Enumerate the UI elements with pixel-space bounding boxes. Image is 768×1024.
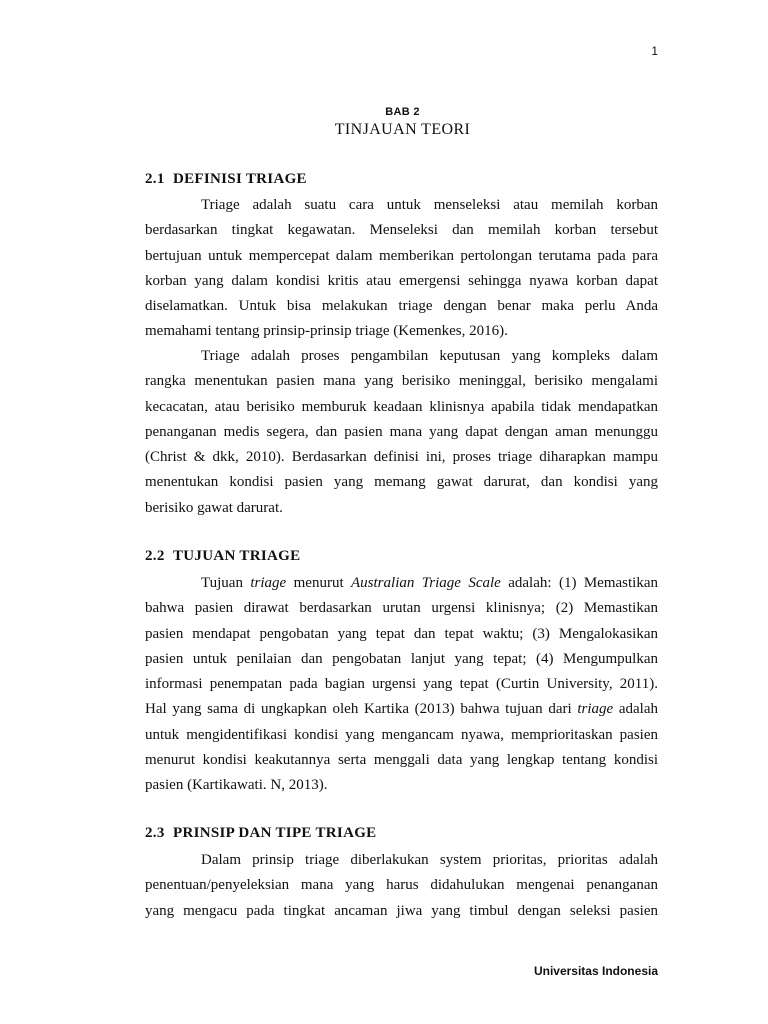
text-line-mixed <box>145 697 658 722</box>
text-line: berdasarkan tingkat kegawatan. Menseleksi dan memilah korban tersebut <box>145 222 658 239</box>
text-line: informasi penempatan pada bagian urgensi yang tepat (Curtin University, 2011). <box>145 676 658 693</box>
page-number: 1 <box>651 44 658 58</box>
italic-term: Australian Triage Scale <box>351 575 501 591</box>
paragraph-tujuan-1 <box>145 571 658 799</box>
text-run: adalah <box>613 701 659 718</box>
section-heading-tujuan <box>145 548 300 565</box>
text-run: Tujuan <box>201 575 251 591</box>
chapter-label: BAB 2 <box>385 106 420 118</box>
section-title: DEFINISI TRIAGE <box>173 171 307 187</box>
paragraph-definisi-1 <box>145 193 658 345</box>
text-line: untuk mengidentifikasi kondisi yang mengancam nyawa, memprioritaskan pasien <box>145 726 658 743</box>
text-line: Triage adalah proses pengambilan keputusan yang kompleks dalam <box>201 348 658 364</box>
text-line: penanganan medis segera, dan pasien mana yang dapat dengan aman menunggu <box>145 423 658 440</box>
text-line: Triage adalah suatu cara untuk menseleksi atau memilah korban <box>201 197 658 213</box>
text-line: yang mengacu pada tingkat ancaman jiwa yang timbul dengan seleksi pasien <box>145 902 658 919</box>
text-line: bahwa pasien dirawat berdasarkan urutan urgensi klinisnya; (2) Memastikan <box>145 600 658 617</box>
section-heading-definisi <box>145 171 307 188</box>
text-line-mixed <box>145 571 658 596</box>
footer-institution: Universitas Indonesia <box>533 964 658 978</box>
chapter-title: TINJAUAN TEORI <box>334 121 471 138</box>
text-line: menentukan kondisi pasien yang memang gawat darurat, dan kondisi yang <box>145 474 658 491</box>
italic-term: triage <box>250 575 287 591</box>
paragraph-definisi-2 <box>145 344 658 521</box>
section-heading-prinsip <box>145 825 376 842</box>
text-line: rangka menentukan pasien mana yang berisiko meninggal, berisiko mengalami <box>145 373 658 390</box>
text-line: pasien untuk penilaian dan pengobatan lanjut yang tepat; (4) Mengumpulkan <box>145 650 658 667</box>
text-run: menurut <box>286 575 352 591</box>
italic-term: triage <box>577 701 614 718</box>
text-line: berisiko gawat darurat. <box>145 499 283 516</box>
text-line: pasien (Kartikawati. N, 2013). <box>145 777 328 794</box>
text-line: pasien mendapat pengobatan yang tepat dan tepat waktu; (3) Mengalokasikan <box>145 625 658 642</box>
text-line: kecacatan, atau berisiko memburuk keadaan klinisnya apabila tidak mendapatkan <box>145 398 658 415</box>
text-line: menurut kondisi keakutannya serta menggali data yang lengkap tentang kondisi <box>145 752 658 769</box>
section-title: PRINSIP DAN TIPE TRIAGE <box>173 825 377 841</box>
section-number: 2.2 <box>145 548 165 564</box>
text-run: adalah: (1) Memastikan <box>500 575 658 591</box>
text-line: memahami tentang prinsip-prinsip triage (Kemenkes, 2016). <box>145 323 508 340</box>
text-line: bertujuan untuk mempercepat dalam memberikan pertolongan terutama pada para <box>145 247 658 264</box>
text-run: Hal yang sama di ungkapkan oleh Kartika (2013) bahwa tujuan dari <box>145 701 578 718</box>
text-line: diselamatkan. Untuk bisa melakukan triage dengan benar maka perlu Anda <box>145 298 658 315</box>
text-line: (Christ & dkk, 2010). Berdasarkan definisi ini, proses triage diharapkan mampu <box>145 449 658 466</box>
text-line: Dalam prinsip triage diberlakukan system prioritas, prioritas adalah <box>201 852 658 868</box>
text-line: korban yang dalam kondisi kritis atau emergensi sehingga nyawa korban dapat <box>145 272 658 289</box>
section-number: 2.1 <box>145 171 165 187</box>
text-line: penentuan/penyeleksian mana yang harus didahulukan mengenai penanganan <box>145 877 658 894</box>
section-number: 2.3 <box>145 825 165 841</box>
paragraph-prinsip-1 <box>145 848 658 924</box>
section-title: TUJUAN TRIAGE <box>173 548 301 564</box>
